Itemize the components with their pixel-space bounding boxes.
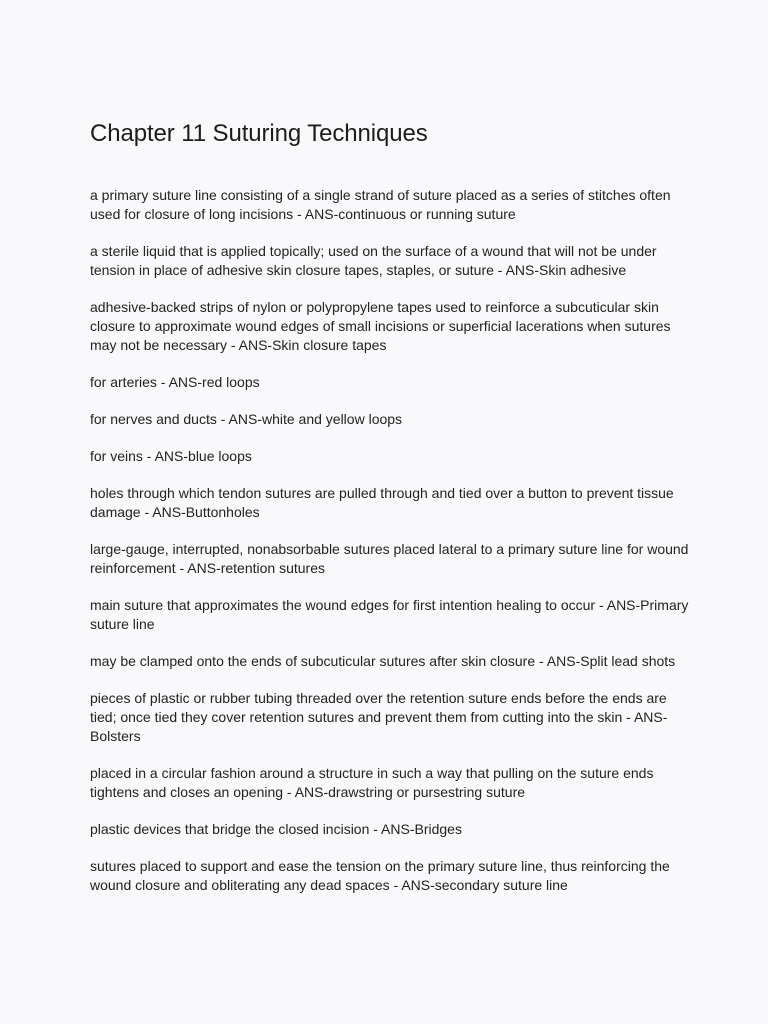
page-title: Chapter 11 Suturing Techniques: [90, 120, 428, 147]
flashcard-entry: plastic devices that bridge the closed incision - ANS-Bridges: [90, 821, 462, 837]
flashcard-entry: pieces of plastic or rubber tubing threaded over the retention suture ends before the ends are tied; once tied they cover retention sutures and prevent them from cutting into the skin - ANS-Bolsters: [90, 690, 668, 744]
flashcard-entry: main suture that approximates the wound edges for first intention healing to occur - ANS-Primary suture line: [90, 597, 689, 632]
flashcard-entry: large-gauge, interrupted, nonabsorbable sutures placed lateral to a primary suture line for wound reinforcement - ANS-retention sutures: [90, 541, 689, 576]
flashcard-entry: for veins - ANS-blue loops: [90, 448, 252, 464]
flashcard-entry: sutures placed to support and ease the tension on the primary suture line, thus reinforcing the wound closure and obliterating any dead spaces - ANS-secondary suture line: [90, 858, 670, 893]
flashcard-entry: adhesive-backed strips of nylon or polypropylene tapes used to reinforce a subcuticular skin closure to approximate wound edges of small incisions or superficial lacerations when sutures may not be necessary - ANS-Skin closure tapes: [90, 299, 671, 353]
flashcard-entry: holes through which tendon sutures are pulled through and tied over a button to prevent tissue damage - ANS-Buttonholes: [90, 485, 674, 520]
flashcard-list: [90, 186, 690, 895]
flashcard-entry: a sterile liquid that is applied topically; used on the surface of a wound that will not be under tension in place of adhesive skin closure tapes, staples, or suture - ANS-Skin adhesive: [90, 243, 657, 278]
flashcard-entry: for nerves and ducts - ANS-white and yellow loops: [90, 411, 403, 427]
document-page: [90, 114, 690, 913]
flashcard-entry: a primary suture line consisting of a single strand of suture placed as a series of stitches often used for closure of long incisions - ANS-continuous or running suture: [90, 187, 671, 222]
flashcard-entry: placed in a circular fashion around a structure in such a way that pulling on the suture ends tightens and closes an opening - ANS-drawstring or pursestring suture: [90, 765, 654, 800]
flashcard-entry: for arteries - ANS-red loops: [90, 374, 260, 390]
flashcard-entry: may be clamped onto the ends of subcuticular sutures after skin closure - ANS-Split lead shots: [90, 653, 676, 669]
